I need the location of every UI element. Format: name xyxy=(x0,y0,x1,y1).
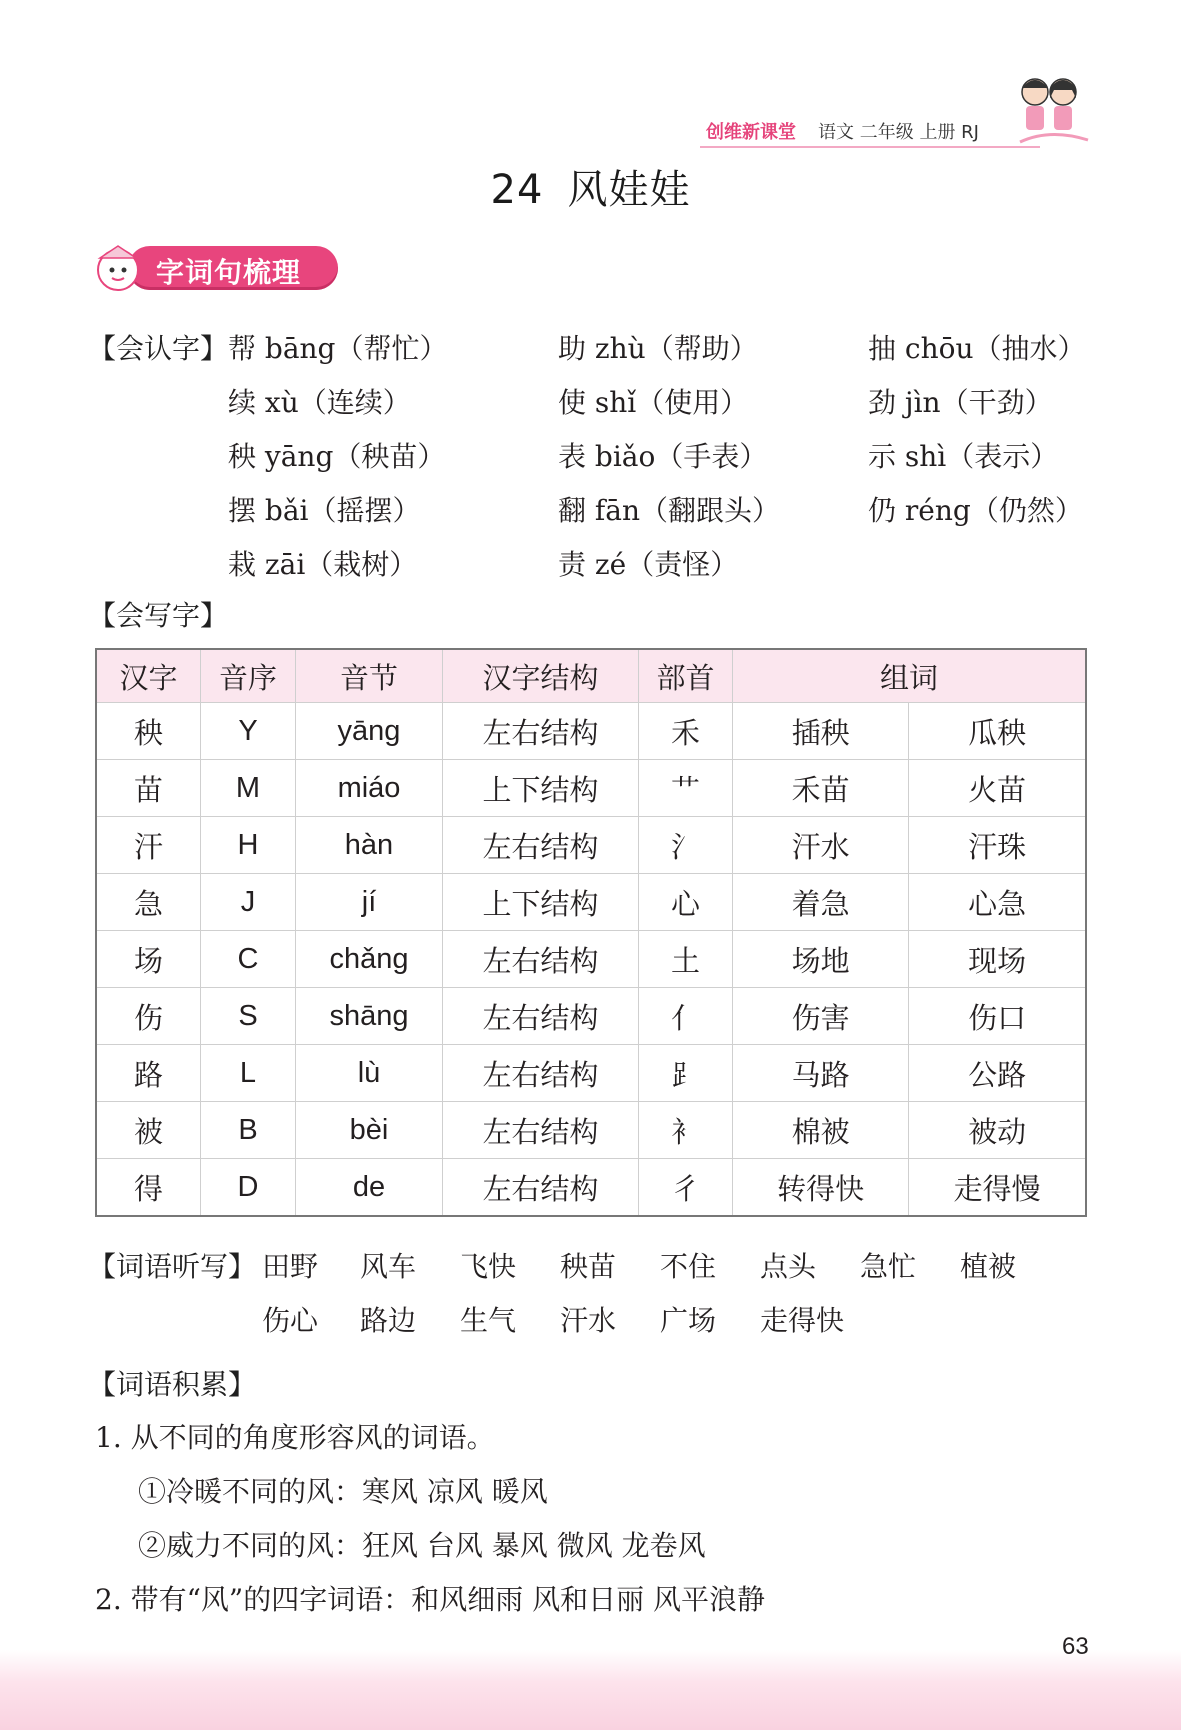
cell-word-1: 伤害 xyxy=(733,988,909,1045)
recognize-item: 劲 jìn（干劲） xyxy=(868,386,1053,419)
recognize-item: 续 xù（连续） xyxy=(228,386,411,419)
dictation-word: 路边 xyxy=(360,1304,417,1337)
table-row xyxy=(96,1159,1086,1217)
cell-pinyin: shāng xyxy=(296,988,443,1045)
cell-radical: 氵 xyxy=(639,817,733,874)
cell-character: 苗 xyxy=(96,760,201,817)
cell-word-2: 汗珠 xyxy=(909,817,1086,874)
recognize-item: 仍 réng（仍然） xyxy=(868,494,1083,527)
recognize-item: 帮 bāng（帮忙） xyxy=(228,332,448,365)
cell-initial: J xyxy=(201,874,296,931)
table-row xyxy=(96,988,1086,1045)
cell-radical: 衤 xyxy=(639,1102,733,1159)
cell-pinyin: miáo xyxy=(296,760,443,817)
cell-word-1: 着急 xyxy=(733,874,909,931)
dictation-word: 生气 xyxy=(460,1304,517,1337)
table-header: 部首 xyxy=(639,649,733,703)
header-brand: 创维新课堂 xyxy=(706,122,796,143)
write-label: 【会写字】 xyxy=(88,599,229,632)
table-row xyxy=(96,1102,1086,1159)
cell-pinyin: lù xyxy=(296,1045,443,1102)
lesson-number: 24 xyxy=(490,167,544,213)
cell-initial: Y xyxy=(201,703,296,760)
cell-pinyin: jí xyxy=(296,874,443,931)
header-meta: 语文 二年级 上册 RJ xyxy=(818,122,979,143)
dictation-word: 不住 xyxy=(660,1250,717,1283)
cell-character: 急 xyxy=(96,874,201,931)
cell-word-1: 马路 xyxy=(733,1045,909,1102)
cell-word-1: 转得快 xyxy=(733,1159,909,1217)
recognize-label: 【会认字】 xyxy=(88,332,229,365)
accumulate-line: ②威力不同的风：狂风 台风 暴风 微风 龙卷风 xyxy=(138,1529,706,1562)
table-row xyxy=(96,817,1086,874)
recognize-item: 秧 yāng（秧苗） xyxy=(228,440,446,473)
cell-word-1: 汗水 xyxy=(733,817,909,874)
table-row xyxy=(96,931,1086,988)
cell-pinyin: chǎng xyxy=(296,931,443,988)
dictation-word: 秧苗 xyxy=(560,1250,617,1283)
table-header: 组词 xyxy=(733,649,1087,703)
footer-band xyxy=(0,1650,1181,1730)
dictation-word: 植被 xyxy=(960,1250,1017,1283)
cell-character: 场 xyxy=(96,931,201,988)
table-header: 音节 xyxy=(296,649,443,703)
table-body xyxy=(96,703,1086,1217)
cell-initial: H xyxy=(201,817,296,874)
cell-character: 秧 xyxy=(96,703,201,760)
table-header: 汉字结构 xyxy=(443,649,639,703)
lesson-name: 风娃娃 xyxy=(567,167,691,213)
table-row xyxy=(96,1045,1086,1102)
cell-initial: L xyxy=(201,1045,296,1102)
recognize-item: 摆 bǎi（摇摆） xyxy=(228,494,421,527)
accumulate-line: 1. 从不同的角度形容风的词语。 xyxy=(95,1421,495,1454)
cell-radical: 艹 xyxy=(639,760,733,817)
table-header-row xyxy=(96,649,1086,703)
recognize-item: 栽 zāi（栽树） xyxy=(228,548,418,581)
dictation-word: 广场 xyxy=(660,1304,717,1337)
cell-character: 路 xyxy=(96,1045,201,1102)
cell-word-1: 插秧 xyxy=(733,703,909,760)
cell-word-2: 伤口 xyxy=(909,988,1086,1045)
cell-word-1: 禾苗 xyxy=(733,760,909,817)
recognize-item: 示 shì（表示） xyxy=(868,440,1059,473)
accumulate-label: 【词语积累】 xyxy=(88,1368,257,1401)
cell-word-2: 走得慢 xyxy=(909,1159,1086,1217)
cell-radical: 亻 xyxy=(639,988,733,1045)
cell-structure: 上下结构 xyxy=(443,874,639,931)
dictation-label: 【词语听写】 xyxy=(88,1250,257,1283)
table-header: 音序 xyxy=(201,649,296,703)
dictation-word: 伤心 xyxy=(262,1304,319,1337)
section-badge-label: 字词句梳理 xyxy=(156,256,302,289)
header-rule xyxy=(700,146,1040,148)
cell-word-2: 现场 xyxy=(909,931,1086,988)
table-header: 汉字 xyxy=(96,649,201,703)
cell-word-1: 场地 xyxy=(733,931,909,988)
table-row xyxy=(96,874,1086,931)
cell-pinyin: hàn xyxy=(296,817,443,874)
cell-structure: 左右结构 xyxy=(443,1102,639,1159)
cell-initial: S xyxy=(201,988,296,1045)
table-row xyxy=(96,760,1086,817)
recognize-item: 抽 chōu（抽水） xyxy=(868,332,1086,365)
cell-structure: 左右结构 xyxy=(443,817,639,874)
pencil-mascot-icon xyxy=(92,242,144,294)
section-badge xyxy=(92,242,342,294)
cell-radical: 心 xyxy=(639,874,733,931)
cell-character: 伤 xyxy=(96,988,201,1045)
cell-radical: 禾 xyxy=(639,703,733,760)
cell-word-2: 瓜秧 xyxy=(909,703,1086,760)
page-number: 63 xyxy=(1062,1633,1089,1660)
dictation-word: 汗水 xyxy=(560,1304,617,1337)
recognize-item: 翻 fān（翻跟头） xyxy=(558,494,780,527)
table-row xyxy=(96,703,1086,760)
accumulate-line: ①冷暖不同的风：寒风 凉风 暖风 xyxy=(138,1475,548,1508)
cell-word-2: 公路 xyxy=(909,1045,1086,1102)
cell-word-1: 棉被 xyxy=(733,1102,909,1159)
cell-initial: D xyxy=(201,1159,296,1217)
cell-character: 被 xyxy=(96,1102,201,1159)
cell-character: 得 xyxy=(96,1159,201,1217)
mascot-illustration xyxy=(1010,70,1090,150)
cell-pinyin: yāng xyxy=(296,703,443,760)
cell-word-2: 被动 xyxy=(909,1102,1086,1159)
dictation-word: 田野 xyxy=(262,1250,319,1283)
recognize-item: 表 biǎo（手表） xyxy=(558,440,768,473)
cell-initial: M xyxy=(201,760,296,817)
cell-structure: 左右结构 xyxy=(443,1045,639,1102)
cell-radical: 彳 xyxy=(639,1159,733,1217)
recognize-item: 助 zhù（帮助） xyxy=(558,332,758,365)
dictation-word: 飞快 xyxy=(460,1250,517,1283)
recognize-item: 使 shǐ（使用） xyxy=(558,386,749,419)
accumulate-line: 2. 带有“风”的四字词语：和风细雨 风和日丽 风平浪静 xyxy=(95,1583,766,1616)
cell-character: 汗 xyxy=(96,817,201,874)
dictation-word: 急忙 xyxy=(860,1250,917,1283)
cell-word-2: 火苗 xyxy=(909,760,1086,817)
cell-pinyin: de xyxy=(296,1159,443,1217)
cell-initial: C xyxy=(201,931,296,988)
cell-word-2: 心急 xyxy=(909,874,1086,931)
cell-structure: 左右结构 xyxy=(443,703,639,760)
cell-radical: ⻊ xyxy=(639,1045,733,1102)
cell-pinyin: bèi xyxy=(296,1102,443,1159)
dictation-word: 风车 xyxy=(360,1250,417,1283)
dictation-word: 点头 xyxy=(760,1250,817,1283)
dictation-word: 走得快 xyxy=(760,1304,845,1337)
recognize-item: 责 zé（责怪） xyxy=(558,548,739,581)
cell-structure: 左右结构 xyxy=(443,988,639,1045)
cell-structure: 上下结构 xyxy=(443,760,639,817)
section-badge-pill xyxy=(128,246,338,290)
lesson-title xyxy=(0,158,1181,215)
cell-radical: 土 xyxy=(639,931,733,988)
cell-structure: 左右结构 xyxy=(443,931,639,988)
characters-table xyxy=(95,648,1087,1217)
cell-structure: 左右结构 xyxy=(443,1159,639,1217)
cell-initial: B xyxy=(201,1102,296,1159)
